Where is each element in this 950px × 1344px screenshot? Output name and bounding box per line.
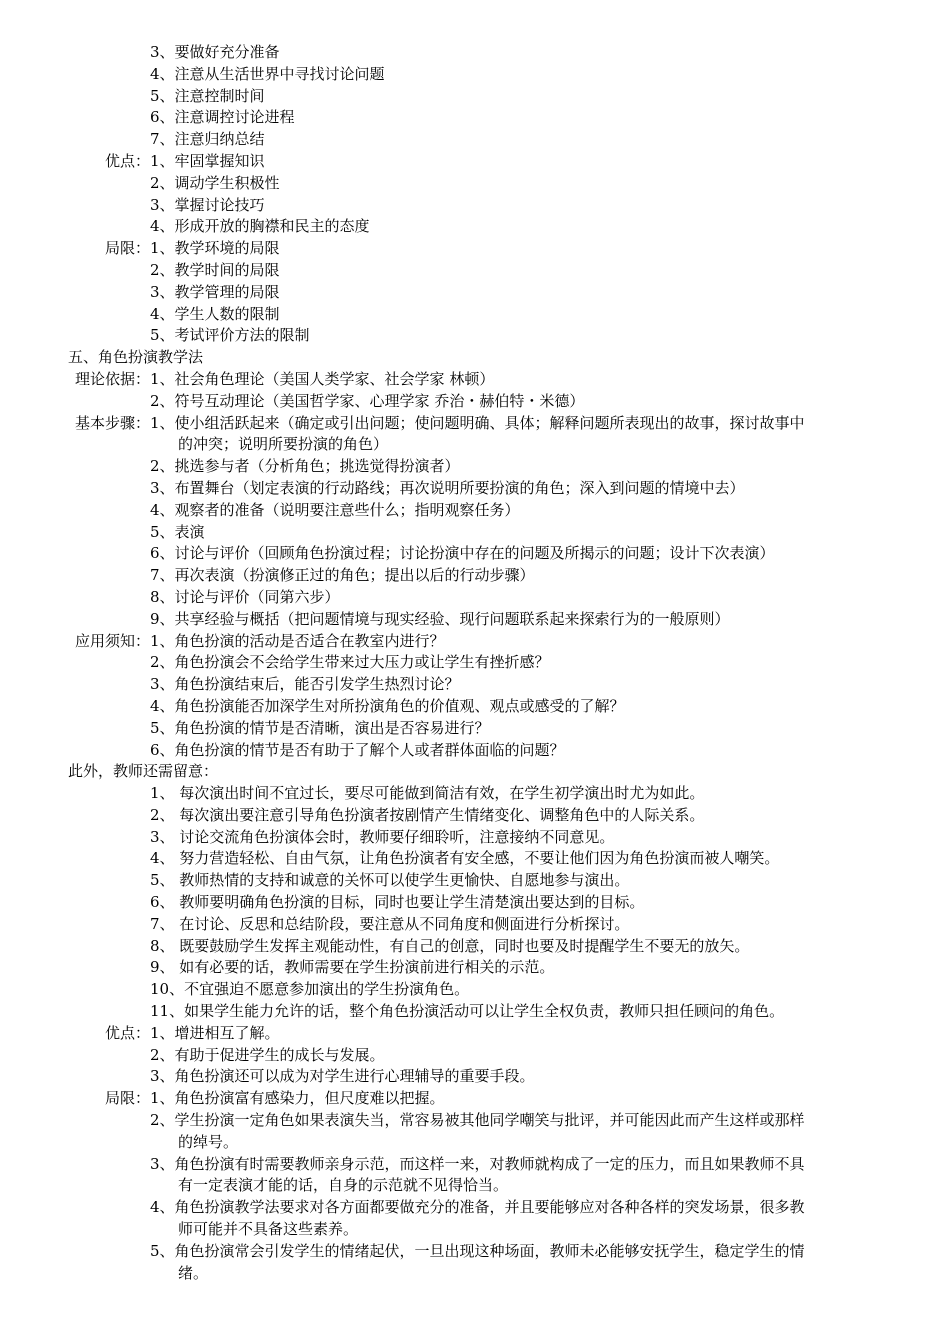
line-label: 优点： [104, 1023, 150, 1042]
line-text: 3、角色扮演还可以成为对学生进行心理辅导的重要手段。 [150, 1067, 535, 1086]
line-text: 2、学生扮演一定角色如果表演失当，常容易被其他同学嘲笑与批评，并可能因此而产生这样或那样 [150, 1111, 805, 1130]
line-text: 4、 努力营造轻松、自由气氛，让角色扮演者有安全感，不要让他们因为角色扮演而被人嘲笑。 [150, 849, 780, 868]
line-label: 基本步骤： [74, 413, 150, 432]
text-line [0, 282, 950, 304]
line-text: 3、角色扮演有时需要教师亲身示范，而这样一来，对教师就构成了一定的压力，而且如果教师不具 [150, 1154, 805, 1173]
text-line [0, 892, 950, 914]
text-line [0, 1088, 950, 1110]
text-line [0, 86, 950, 108]
text-line [0, 652, 950, 674]
line-text: 2、教学时间的局限 [150, 260, 280, 279]
line-text: 的绰号。 [178, 1132, 239, 1151]
line-text: 1、教学环境的局限 [150, 239, 280, 258]
text-line [0, 129, 950, 151]
line-text: 11、如果学生能力允许的话，整个角色扮演活动可以让学生全权负责，教师只担任顾问的角色。 [150, 1002, 785, 1021]
line-text: 3、 讨论交流角色扮演体会时，教师要仔细聆听，注意接纳不同意见。 [150, 827, 615, 846]
line-text: 9、共享经验与概括（把问题情境与现实经验、现行问题联系起来探索行为的一般原则） [150, 609, 730, 628]
line-text: 五、角色扮演教学法 [68, 348, 204, 367]
line-text: 7、 在讨论、反思和总结阶段，要注意从不同角度和侧面进行分析探讨。 [150, 914, 630, 933]
line-text: 2、角色扮演会不会给学生带来过大压力或让学生有挫折感？ [150, 653, 550, 672]
text-line [0, 761, 950, 783]
text-line [0, 674, 950, 696]
text-line [0, 42, 950, 64]
text-line [0, 957, 950, 979]
line-text: 1、角色扮演富有感染力，但尺度难以把握。 [150, 1089, 445, 1108]
line-text: 4、学生人数的限制 [150, 304, 280, 323]
text-line [0, 304, 950, 326]
text-line [0, 64, 950, 86]
line-text: 3、要做好充分准备 [150, 43, 280, 61]
text-line [0, 1001, 950, 1023]
text-line [0, 216, 950, 238]
line-label: 应用须知： [74, 631, 150, 650]
text-line [0, 260, 950, 282]
text-line [0, 325, 950, 347]
line-text: 2、调动学生积极性 [150, 173, 280, 192]
line-text: 3、角色扮演结束后，能否引发学生热烈讨论？ [150, 675, 460, 694]
line-text: 4、注意从生活世界中寻找讨论问题 [150, 64, 385, 83]
line-text: 2、有助于促进学生的成长与发展。 [150, 1045, 385, 1064]
text-line [0, 434, 950, 456]
line-text: 9、 如有必要的话，教师需要在学生扮演前进行相关的示范。 [150, 958, 555, 977]
line-text: 师可能并不具备这些素养。 [178, 1220, 359, 1239]
text-line [0, 1263, 950, 1285]
text-line [0, 740, 950, 762]
line-text: 此外，教师还需留意： [68, 762, 219, 781]
text-line [0, 696, 950, 718]
line-label: 局限： [104, 1089, 150, 1108]
text-line [0, 783, 950, 805]
text-line [0, 1045, 950, 1067]
text-line [0, 1110, 950, 1132]
line-text: 1、增进相互了解。 [150, 1023, 280, 1042]
text-line [0, 1066, 950, 1088]
line-text: 5、 教师热情的支持和诚意的关怀可以使学生更愉快、自愿地参与演出。 [150, 871, 630, 890]
line-text: 2、符号互动理论（美国哲学家、心理学家 乔治・赫伯特・米德） [150, 391, 585, 410]
text-line [0, 848, 950, 870]
text-line [0, 369, 950, 391]
text-line [0, 914, 950, 936]
line-label: 局限： [104, 239, 150, 258]
line-text: 6、注意调控讨论进程 [150, 108, 295, 127]
line-text: 2、 每次演出要注意引导角色扮演者按剧情产生情绪变化、调整角色中的人际关系。 [150, 805, 705, 824]
text-line [0, 587, 950, 609]
line-text: 1、使小组活跃起来（确定或引出问题；使问题明确、具体；解释问题所表现出的故事，探讨故事中 [150, 413, 805, 432]
line-text: 1、角色扮演的活动是否适合在教室内进行？ [150, 631, 445, 650]
line-text: 4、角色扮演能否加深学生对所扮演角色的价值观、观点或感受的了解？ [150, 696, 625, 715]
line-text: 8、 既要鼓励学生发挥主观能动性，有自己的创意，同时也要及时提醒学生不要无的放矢。 [150, 936, 750, 955]
line-text: 4、形成开放的胸襟和民主的态度 [150, 217, 370, 236]
text-line [0, 478, 950, 500]
line-text: 7、注意归纳总结 [150, 130, 265, 149]
text-line [0, 413, 950, 435]
line-text: 6、 教师要明确角色扮演的目标，同时也要让学生清楚演出要达到的目标。 [150, 893, 645, 912]
text-line [0, 391, 950, 413]
text-line [0, 827, 950, 849]
text-line [0, 1154, 950, 1176]
text-line [0, 1023, 950, 1045]
text-line [0, 1219, 950, 1241]
text-line [0, 543, 950, 565]
document-body [0, 42, 950, 1284]
line-text: 5、角色扮演常会引发学生的情绪起伏，一旦出现这种场面，教师未必能够安抚学生，稳定学生的情 [150, 1241, 805, 1260]
line-label: 理论依据： [74, 369, 150, 388]
line-text: 2、挑选参与者（分析角色；挑选觉得扮演者） [150, 457, 460, 476]
line-text: 的冲突；说明所要扮演的角色） [178, 435, 389, 454]
line-text: 5、注意控制时间 [150, 86, 265, 105]
text-line [0, 718, 950, 740]
text-line [0, 565, 950, 587]
line-text: 7、再次表演（扮演修正过的角色；提出以后的行动步骤） [150, 566, 535, 585]
line-text: 6、讨论与评价（回顾角色扮演过程；讨论扮演中存在的问题及所揭示的问题；设计下次表演） [150, 544, 775, 563]
line-text: 1、 每次演出时间不宜过长，要尽可能做到简洁有效，在学生初学演出时尤为如此。 [150, 784, 705, 803]
text-line [0, 500, 950, 522]
line-text: 1、牢固掌握知识 [150, 151, 265, 170]
line-text: 有一定表演才能的话，自身的示范就不见得恰当。 [178, 1176, 509, 1195]
line-text: 6、角色扮演的情节是否有助于了解个人或者群体面临的问题？ [150, 740, 565, 759]
text-line [0, 522, 950, 544]
text-line [0, 173, 950, 195]
text-line [0, 936, 950, 958]
text-line [0, 456, 950, 478]
line-text: 4、角色扮演教学法要求对各方面都要做充分的准备，并且要能够应对各种各样的突发场景，很多教 [150, 1198, 805, 1217]
text-line [0, 979, 950, 1001]
text-line [0, 1241, 950, 1263]
text-line [0, 805, 950, 827]
text-line [0, 1132, 950, 1154]
line-text: 3、教学管理的局限 [150, 282, 280, 301]
line-text: 5、考试评价方法的限制 [150, 326, 310, 345]
line-text: 5、角色扮演的情节是否清晰，演出是否容易进行？ [150, 718, 490, 737]
text-line [0, 870, 950, 892]
text-line [0, 195, 950, 217]
line-label: 优点： [104, 151, 150, 170]
text-line [0, 238, 950, 260]
text-line [0, 1197, 950, 1219]
line-text: 10、不宜强迫不愿意参加演出的学生扮演角色。 [150, 980, 470, 999]
text-line [0, 347, 950, 369]
line-text: 3、掌握讨论技巧 [150, 195, 265, 214]
line-text: 绪。 [178, 1263, 209, 1282]
text-line [0, 1175, 950, 1197]
line-text: 3、布置舞台（划定表演的行动路线；再次说明所要扮演的角色；深入到问题的情境中去） [150, 478, 745, 497]
line-text: 4、观察者的准备（说明要注意些什么；指明观察任务） [150, 500, 520, 519]
line-text: 5、表演 [150, 522, 205, 541]
text-line [0, 107, 950, 129]
line-text: 8、讨论与评价（同第六步） [150, 587, 340, 606]
line-text: 1、社会角色理论（美国人类学家、社会学家 林顿） [150, 369, 495, 388]
text-line [0, 631, 950, 653]
text-line [0, 609, 950, 631]
text-line [0, 151, 950, 173]
